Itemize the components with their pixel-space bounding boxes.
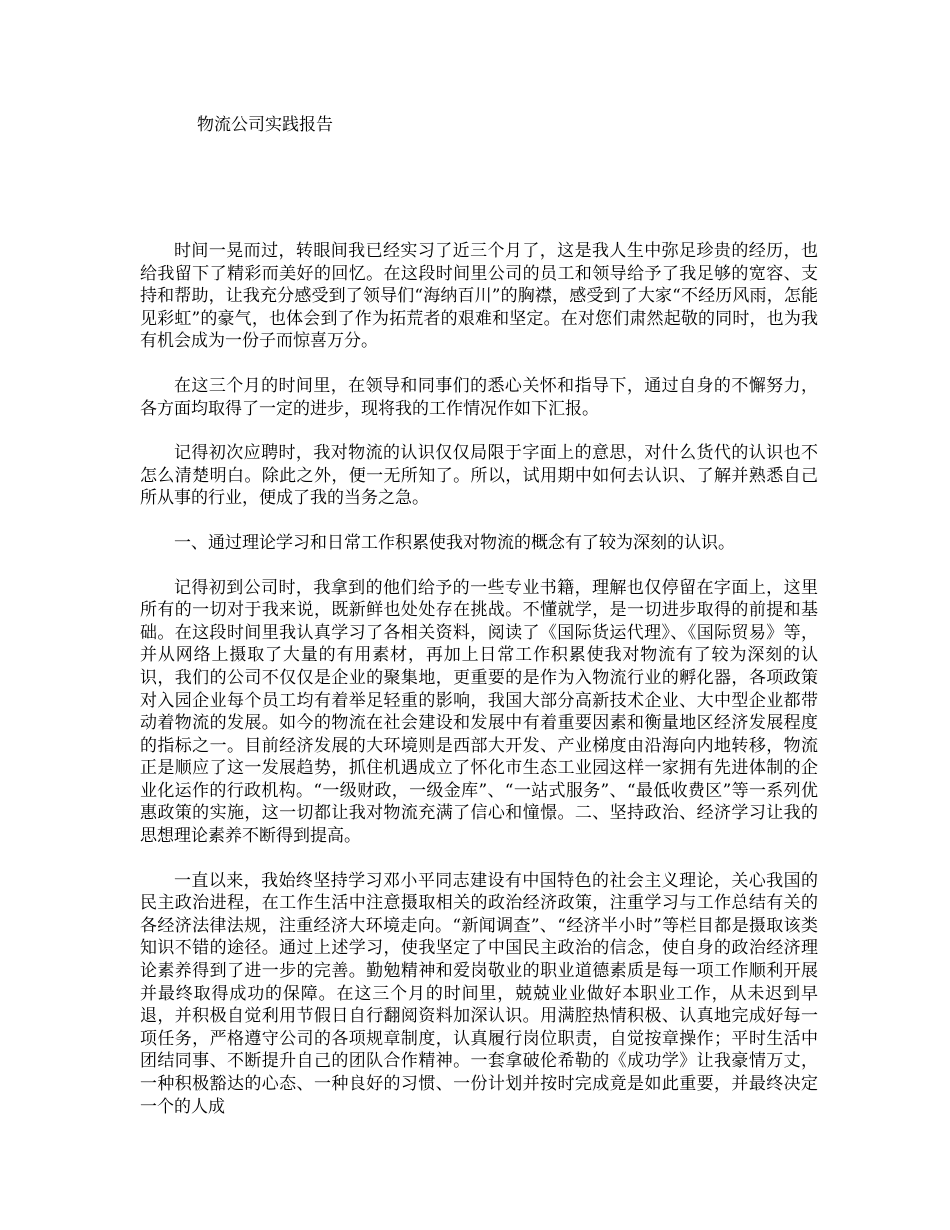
paragraph-theory-learning: 记得初到公司时，我拿到的他们给予的一些专业书籍，理解也仅停留在字面上，这里所有的一切对于我来说，既新鲜也处处存在挑战。不懂就学，是一切进步取得的前提和基础。在这段时间里我认真学习了各相关资料，阅读了《国际货运代理》、《国际贸易》等，并从网络上摄取了大量的有用素材，再加上日常工作积累使我对物流有了较为深刻的认识，我们的公司不仅仅是企业的聚集地，更重要的是作为入物流行业的孵化器，各项政策对入园企业每个员工均有着举足轻重的影响，我国大部分高新技术企业、大中型企业都带动着物流的发展。如今的物流在社会建设和发展中有着重要因素和衡量地区经济发展程度的指标之一。目前经济发展的大环境则是西部大开发、产业梯度由沿海向内地转移，物流正是顺应了这一发展趋势，抓住机遇成立了怀化市生态工业园这样一家拥有先进体制的企业化运作的行政机构。“一级财政，一级金库”、“一站式服务”、“最低收费区”等一系列优惠政策的实施，这一切都让我对物流充满了信心和憧憬。二、坚持政治、经济学习让我的思想理论素养不断得到提高。 (140, 577, 818, 847)
document-title: 物流公司实践报告 (197, 115, 333, 135)
paragraph-intro: 时间一晃而过，转眼间我已经实习了近三个月了，这是我人生中弥足珍贵的经历，也给我留下了精彩而美好的回忆。在这段时间里公司的员工和领导给予了我足够的宽容、支持和帮助，让我充分感受到了领导们“海纳百川”的胸襟，感受到了大家“不经历风雨，怎能见彩虹”的豪气，也体会到了作为拓荒者的艰难和坚定。在对您们肃然起敬的同时，也为我有机会成为一份子而惊喜万分。 (140, 241, 818, 352)
paragraph-first-interview: 记得初次应聘时，我对物流的认识仅仅局限于字面上的意思，对什么货代的认识也不怎么清楚明白。除此之外，便一无所知了。所以，试用期中如何去认识、了解并熟悉自己所从事的行业，便成了我的当务之急。 (140, 443, 818, 509)
section-heading-one: 一、通过理论学习和日常工作积累使我对物流的概念有了较为深刻的认识。 (174, 532, 735, 553)
paragraph-progress-summary: 在这三个月的时间里，在领导和同事们的悉心关怀和指导下，通过自身的不懈努力，各方面均取得了一定的进步，现将我的工作情况作如下汇报。 (140, 375, 818, 419)
paragraph-political-study: 一直以来，我始终坚持学习邓小平同志建设有中国特色的社会主义理论，关心我国的民主政治进程，在工作生活中注意摄取相关的政治经济政策，注重学习与工作总结有关的各经济法律法规，注重经济大环境走向。“新闻调查”、“经济半小时”等栏目都是摄取该类知识不错的途径。通过上述学习，使我坚定了中国民主政治的信念，使自身的政治经济理论素养得到了进一步的完善。勤勉精神和爱岗敬业的职业道德素质是每一项工作顺利开展并最终取得成功的保障。在这三个月的时间里，兢兢业业做好本职业工作，从未迟到早退，并积极自觉利用节假日自行翻阅资料加深认识。用满腔热情积极、认真地完成好每一项任务，严格遵守公司的各项规章制度，认真履行岗位职责，自觉按章操作；平时生活中团结同事、不断提升自己的团队合作精神。一套拿破伦希勒的《成功学》让我豪情万丈，一种积极豁达的心态、一种良好的习惯、一份计划并按时完成竟是如此重要，并最终决定一个的人成 (140, 870, 818, 1117)
document-body (140, 240, 818, 1140)
